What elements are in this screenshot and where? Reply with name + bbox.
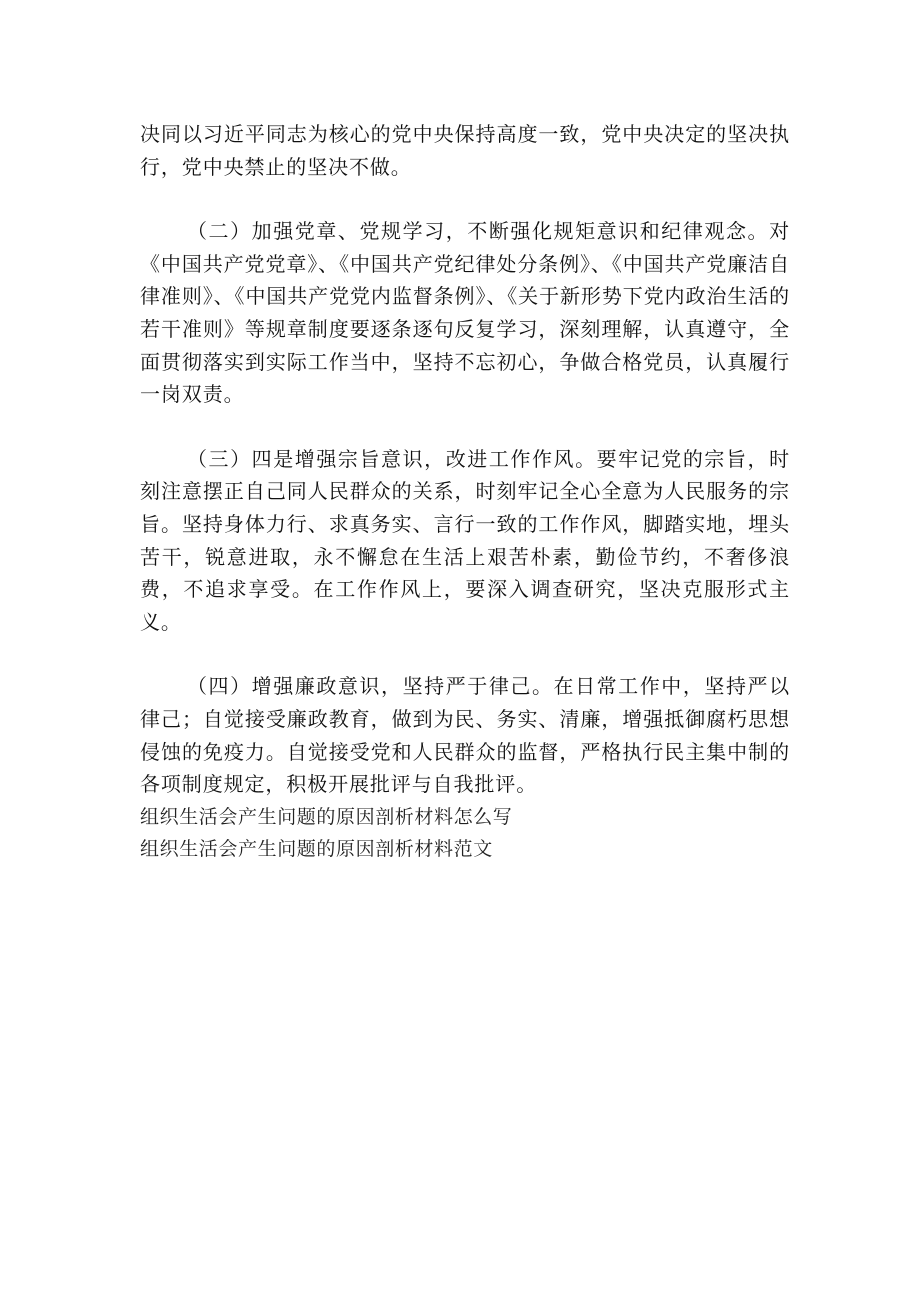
related-link-how-to-write[interactable]: 组织生活会产生问题的原因剖析材料怎么写 bbox=[140, 805, 513, 828]
paragraph-section-4: （四）增强廉政意识，坚持严于律己。在日常工作中，坚持严以律己；自觉接受廉政教育，做到为民、务实、清廉，增强抵御腐朽思想侵蚀的免疫力。自觉接受党和人民群众的监督，严格执行民主集中制的各项制度规定，积极开展批评与自我批评。 bbox=[140, 674, 790, 797]
paragraph-section-2: （二）加强党章、党规学习，不断强化规矩意识和纪律观念。对《中国共产党党章》、《中国共产党纪律处分条例》、《中国共产党廉洁自律准则》、《中国共产党党内监督条例》、《关于新形势下党内政治生活的若干准则》等规章制度要逐条逐句反复学习，深刻理解，认真遵守，全面贯彻落实到实际工作当中，坚持不忘初心，争做合格党员，认真履行一岗双责。 bbox=[140, 219, 790, 407]
related-link-sample-text[interactable]: 组织生活会产生问题的原因剖析材料范文 bbox=[140, 837, 493, 860]
paragraph-continuation: 决同以习近平同志为核心的党中央保持高度一致，党中央决定的坚决执行，党中央禁止的坚决不做。 bbox=[140, 122, 790, 179]
document-body bbox=[140, 118, 790, 865]
paragraph-section-3: （三）四是增强宗旨意识，改进工作作风。要牢记党的宗旨，时刻注意摆正自己同人民群众的关系，时刻牢记全心全意为人民服务的宗旨。坚持身体力行、求真务实、言行一致的工作作风，脚踏实地，埋头苦干，锐意进取，永不懈怠在生活上艰苦朴素，勤俭节约，不奢侈浪费，不追求享受。在工作作风上，要深入调查研究，坚决克服形式主义。 bbox=[140, 446, 790, 634]
